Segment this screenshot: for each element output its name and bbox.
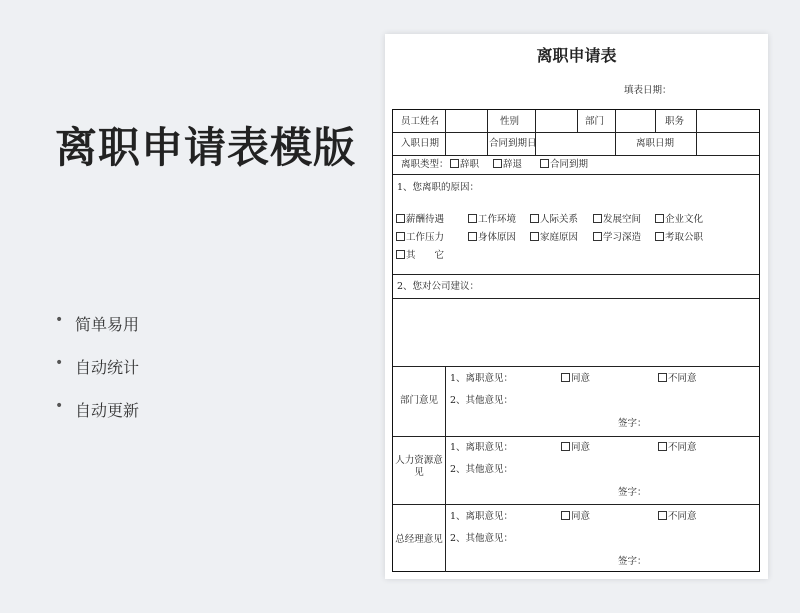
leave-date-label: 离职日期 [636, 138, 675, 149]
disagree-option[interactable] [658, 511, 697, 523]
signature-label: 签字： [618, 418, 647, 429]
reason-option[interactable] [530, 232, 578, 244]
agree-option[interactable] [561, 373, 590, 385]
gm-opinion-label: 总经理意见 [395, 534, 443, 545]
reason-option[interactable] [396, 250, 444, 262]
reason-option[interactable] [468, 214, 516, 226]
checkbox-icon [530, 232, 539, 241]
disagree-option[interactable] [658, 442, 697, 454]
feature-item [55, 355, 139, 398]
option-label: 考取公职 [665, 232, 704, 243]
checkbox-icon [593, 232, 602, 241]
option-label: 工作环境 [478, 214, 517, 225]
leave-opinion-label: 1、离职意见： [450, 442, 514, 453]
other-opinion-label: 2、其他意见： [450, 533, 514, 544]
option-label: 同意 [571, 373, 591, 384]
option-label: 辞职 [460, 159, 480, 170]
checkbox-icon [450, 159, 459, 168]
option-label: 不同意 [668, 442, 697, 453]
leave-type-option[interactable] [493, 159, 522, 171]
leave-type-option[interactable] [540, 159, 588, 171]
option-label: 身体原因 [478, 232, 517, 243]
checkbox-icon [468, 232, 477, 241]
bullet-icon: • [55, 398, 64, 414]
feature-item [55, 398, 139, 441]
checkbox-icon [561, 442, 570, 451]
suggestion-question: 2、您对公司建议： [397, 281, 480, 292]
feature-item [55, 312, 139, 355]
department-label: 部门 [585, 116, 605, 127]
other-opinion-label: 2、其他意见： [450, 395, 514, 406]
checkbox-icon [561, 511, 570, 520]
hr-opinion-label: 人力资源意见 [395, 455, 443, 478]
checkbox-icon [493, 159, 502, 168]
leave-opinion-label: 1、离职意见： [450, 373, 514, 384]
checkbox-icon [396, 250, 405, 259]
bullet-icon: • [55, 355, 64, 371]
reason-option[interactable] [468, 232, 516, 244]
reason-option[interactable] [655, 232, 703, 244]
feature-label: 自动更新 [75, 401, 140, 420]
contract-end-label: 合同到期日 [489, 138, 537, 149]
feature-label: 简单易用 [75, 315, 140, 334]
checkbox-icon [468, 214, 477, 223]
option-label: 同意 [571, 442, 591, 453]
option-label: 不同意 [668, 511, 697, 522]
checkbox-icon [658, 442, 667, 451]
option-label: 家庭原因 [540, 232, 579, 243]
resignation-form-table [392, 109, 760, 572]
dept-opinion-label: 部门意见 [399, 395, 438, 406]
reason-option[interactable] [593, 214, 641, 226]
position-label: 职务 [665, 116, 685, 127]
option-label: 学习深造 [603, 232, 642, 243]
signature-label: 签字： [618, 487, 647, 498]
option-label: 同意 [571, 511, 591, 522]
agree-option[interactable] [561, 442, 590, 454]
option-label: 发展空间 [603, 214, 642, 225]
disagree-option[interactable] [658, 373, 697, 385]
option-label: 合同到期 [550, 159, 589, 170]
form-document [385, 34, 768, 579]
checkbox-icon [655, 214, 664, 223]
gender-label: 性别 [500, 116, 520, 127]
option-label: 辞退 [503, 159, 523, 170]
checkbox-icon [658, 511, 667, 520]
checkbox-icon [593, 214, 602, 223]
option-label: 薪酬待遇 [406, 214, 445, 225]
reason-option[interactable] [593, 232, 641, 244]
option-label: 其 它 [406, 250, 445, 261]
feature-label: 自动统计 [75, 358, 140, 377]
checkbox-icon [561, 373, 570, 382]
option-label: 不同意 [668, 373, 697, 384]
fill-date-label: 填表日期： [624, 85, 672, 96]
employee-name-label: 员工姓名 [401, 116, 440, 127]
reason-option[interactable] [396, 214, 444, 226]
form-title: 离职申请表 [536, 46, 617, 65]
checkbox-icon [658, 373, 667, 382]
other-opinion-label: 2、其他意见： [450, 464, 514, 475]
bullet-icon: • [55, 312, 64, 328]
checkbox-icon [540, 159, 549, 168]
option-label: 人际关系 [540, 214, 579, 225]
option-label: 工作压力 [406, 232, 445, 243]
page-title: 离职申请表模版 [55, 123, 357, 172]
reason-option[interactable] [655, 214, 703, 226]
checkbox-icon [655, 232, 664, 241]
leave-opinion-label: 1、离职意见： [450, 511, 514, 522]
agree-option[interactable] [561, 511, 590, 523]
reason-option[interactable] [530, 214, 578, 226]
signature-label: 签字： [618, 556, 647, 567]
option-label: 企业文化 [665, 214, 704, 225]
leave-type-label: 离职类型： [401, 159, 449, 170]
checkbox-icon [530, 214, 539, 223]
join-date-label: 入职日期 [401, 138, 440, 149]
reason-option[interactable] [396, 232, 444, 244]
checkbox-icon [396, 214, 405, 223]
reason-question: 1、您离职的原因： [397, 182, 480, 193]
feature-list [55, 312, 139, 441]
checkbox-icon [396, 232, 405, 241]
leave-type-option[interactable] [450, 159, 479, 171]
